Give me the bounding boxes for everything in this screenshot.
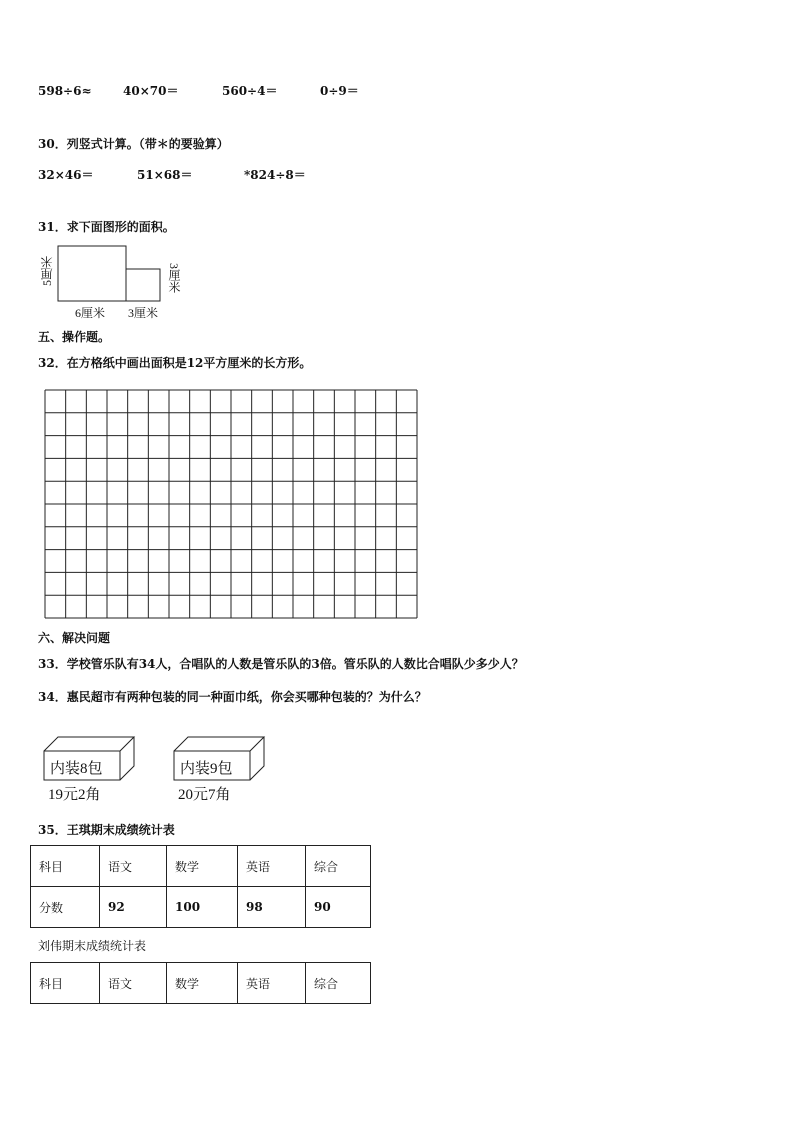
table-cell: 数学 — [167, 846, 238, 887]
table-cell: 90 — [306, 887, 371, 928]
q29-item-4: 0÷9＝ — [320, 84, 359, 98]
q29-item-1: 598÷6≈ — [38, 84, 92, 98]
table-cell: 综合 — [306, 846, 371, 887]
table-row — [31, 963, 371, 1004]
table-cell: 分数 — [31, 887, 100, 928]
q31-title: 31．求下面图形的面积。 — [38, 220, 175, 234]
table-cell: 语文 — [100, 846, 167, 887]
table-row — [31, 887, 371, 928]
q32-title: 32．在方格纸中画出面积是12平方厘米的长方形。 — [38, 356, 312, 370]
q29-item-2: 40×70＝ — [123, 84, 179, 98]
q34-box-2-price: 20元7角 — [178, 787, 231, 803]
q29-item-3: 560÷4＝ — [222, 84, 278, 98]
table-cell: 92 — [100, 887, 167, 928]
table-cell: 98 — [238, 887, 306, 928]
q35-title: 35．王琪期末成绩统计表 — [38, 823, 175, 837]
section-6-title: 六、解决问题 — [38, 631, 111, 645]
table-cell: 语文 — [100, 963, 167, 1004]
q30-item-3: *824÷8＝ — [244, 168, 306, 182]
q30-title: 30．列竖式计算。（带＊的要验算） — [38, 137, 229, 151]
wangqi-score-table — [30, 845, 371, 928]
q30-item-1: 32×46＝ — [38, 168, 94, 182]
q34-box-1-price: 19元2角 — [48, 787, 101, 803]
section-5-title: 五、操作题。 — [38, 330, 111, 344]
q31-bottom-right-label: 3厘米 — [128, 306, 159, 320]
liuwei-score-table — [30, 962, 371, 1004]
q34-title: 34．惠民超市有两种包装的同一种面巾纸，你会买哪种包装的？为什么？ — [38, 690, 427, 704]
table-cell: 综合 — [306, 963, 371, 1004]
table-cell: 数学 — [167, 963, 238, 1004]
q30-item-2: 51×68＝ — [137, 168, 193, 182]
q31-left-height-label: 5厘米 — [40, 256, 54, 286]
table-row — [31, 846, 371, 887]
table-cell: 科目 — [31, 963, 100, 1004]
q35-title-2: 刘伟期末成绩统计表 — [38, 939, 147, 953]
q31-bottom-left-label: 6厘米 — [75, 306, 106, 320]
q33-title: 33．学校管乐队有34人，合唱队的人数是管乐队的3倍。管乐队的人数比合唱队少多少人？ — [38, 657, 524, 671]
table-cell: 科目 — [31, 846, 100, 887]
table-cell: 英语 — [238, 963, 306, 1004]
table-cell: 100 — [167, 887, 238, 928]
q31-right-height-label: 3厘米 — [167, 263, 181, 293]
q34-box-2-label: 内装9包 — [180, 761, 233, 777]
q34-box-1-label: 内装8包 — [50, 761, 103, 777]
table-cell: 英语 — [238, 846, 306, 887]
